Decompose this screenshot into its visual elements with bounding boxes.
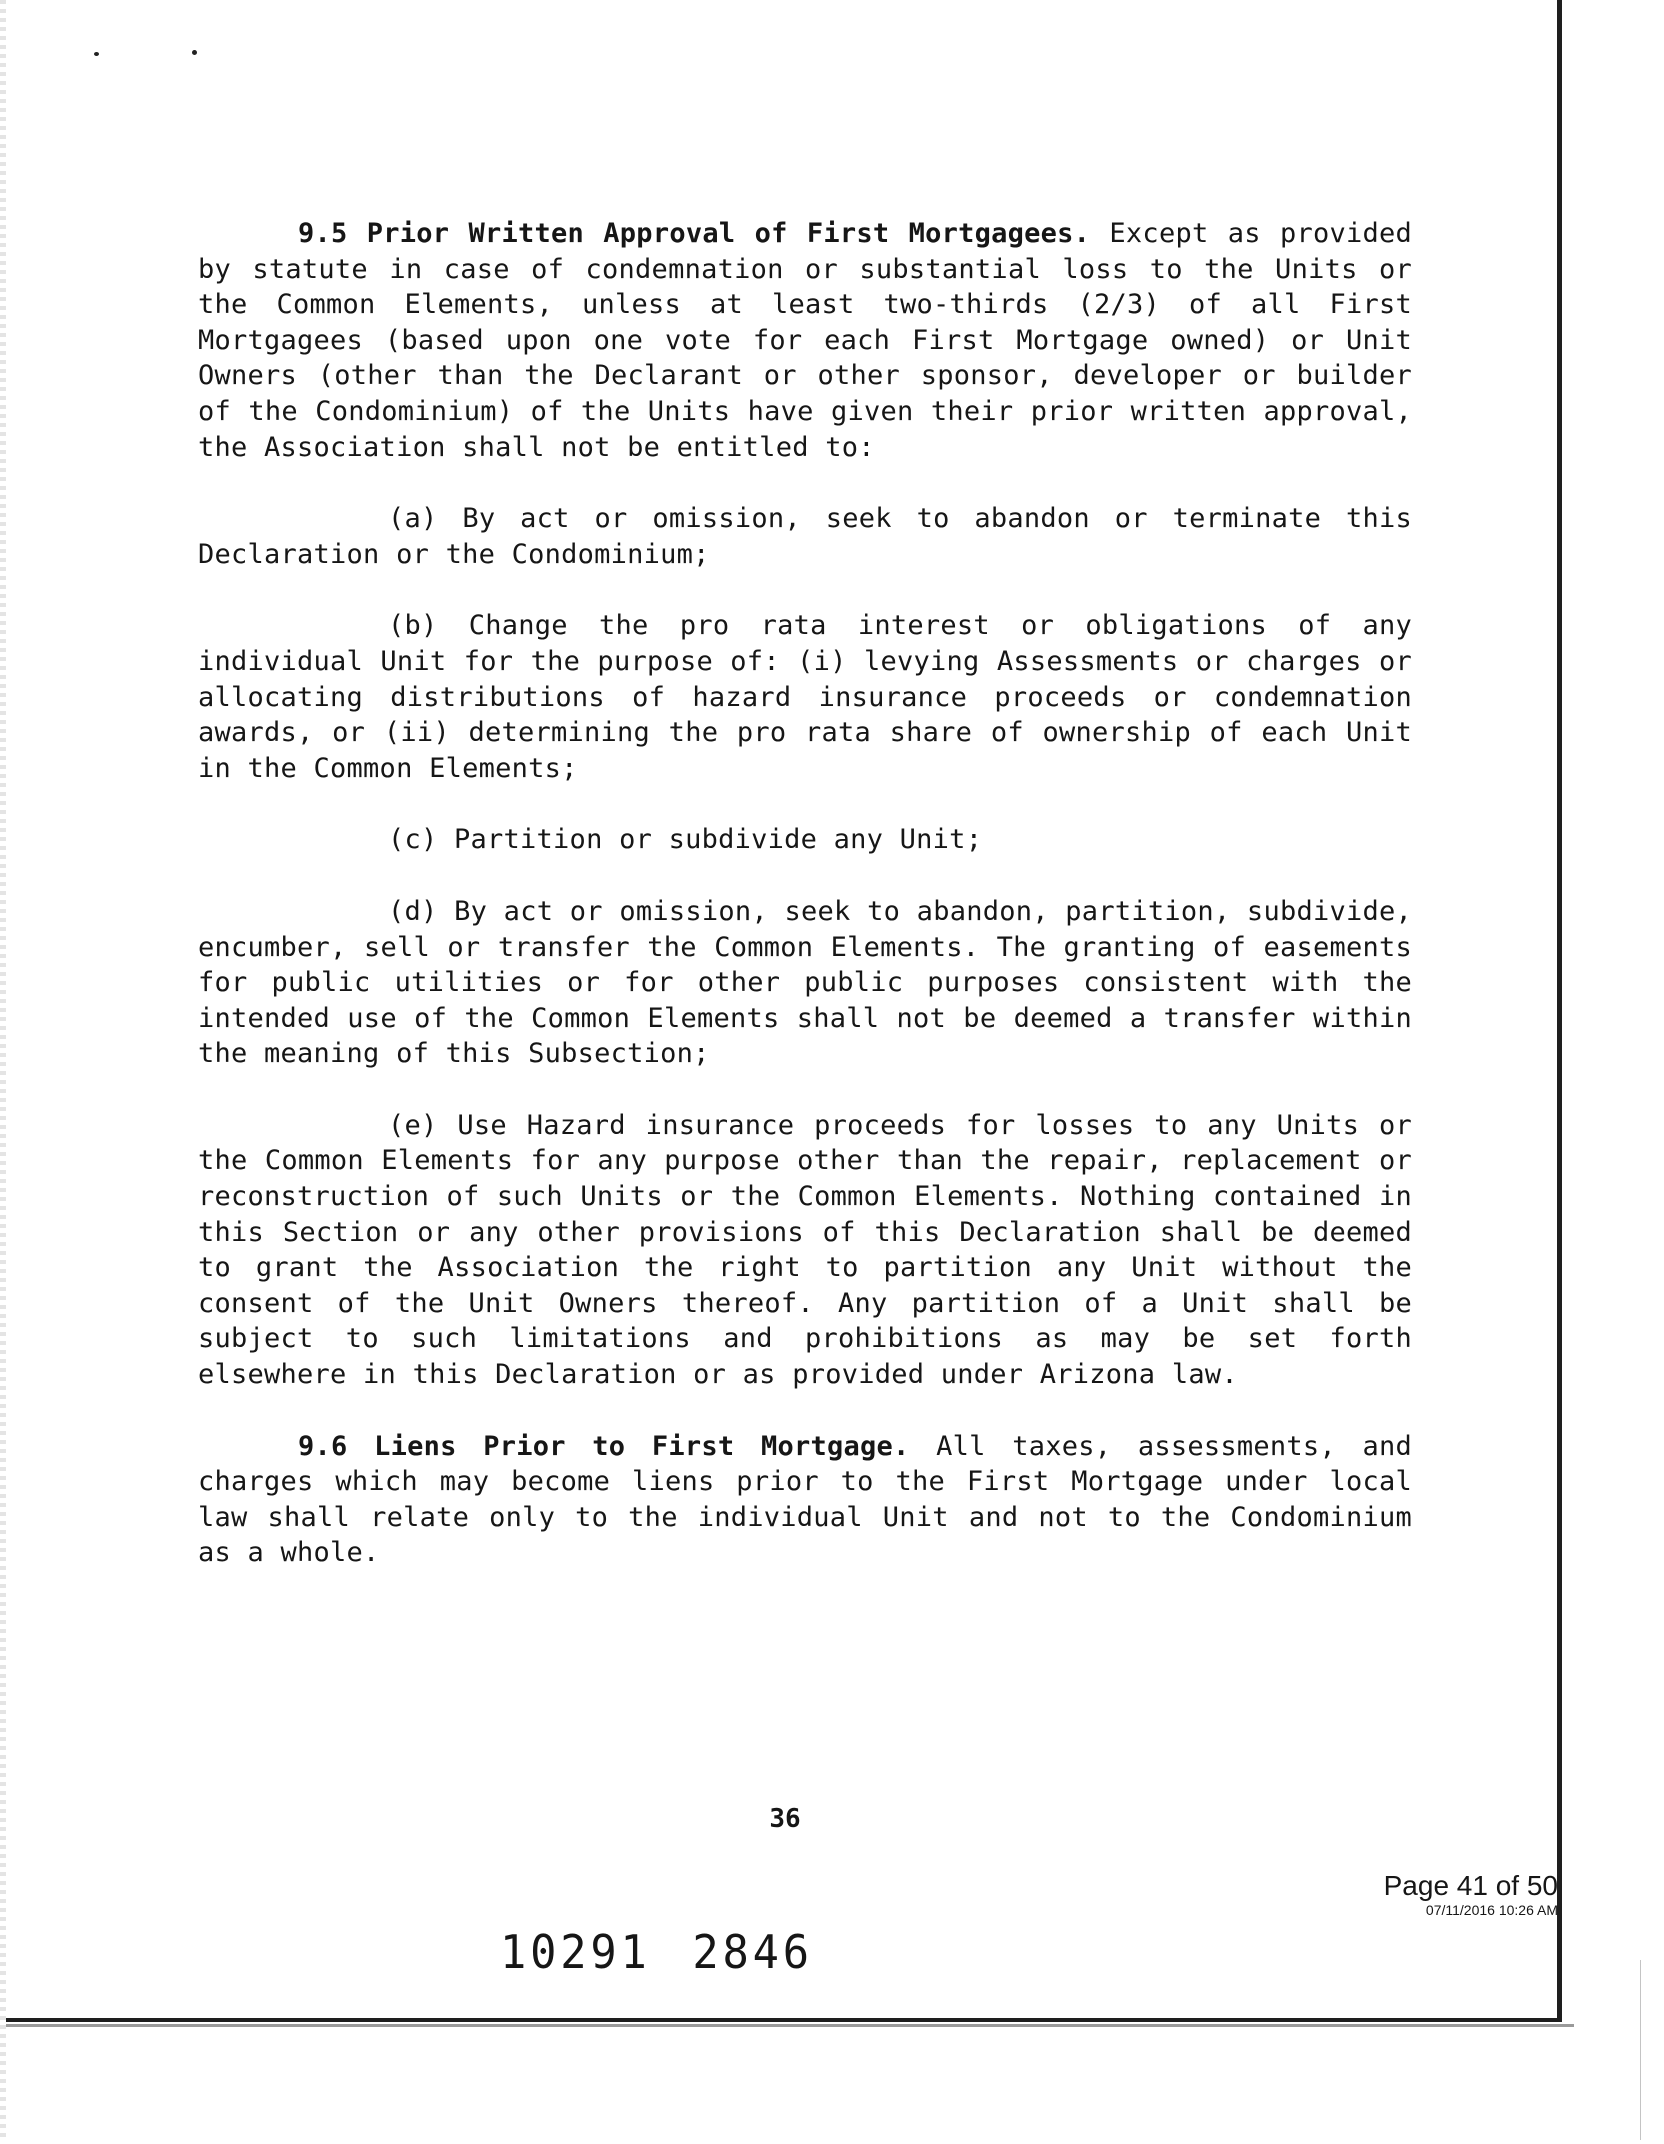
document-body <box>198 216 1412 1571</box>
recording-page: 2846 <box>692 1925 813 1979</box>
section-9-5-heading: 9.5 Prior Written Approval of First Mortgagees. <box>298 218 1091 249</box>
recording-number <box>500 1925 899 1979</box>
section-9-6-heading: 9.6 Liens Prior to First Mortgage. <box>298 1430 910 1462</box>
scan-speck <box>94 52 99 56</box>
item-b: (b) Change the pro rata interest or obligations of any individual Unit for the purpose of: (i) levying Assessments or charges or allocating distributions of hazard insurance proceeds or condemnation awards, or (ii) determining the pro rata share of ownership of each Unit in the Common Elements; <box>198 610 1412 784</box>
section-9-5-text: Except as provided by statute in case of condemnation or substantial loss to the Units or the Common Elements, unless at least two-thirds (2/3) of all First Mortgagees (based upon one vote for each First Mortgage owned) or Unit Owners (other than the Declarant or other sponsor, developer or builder of the Condominium) of the Units have given their prior written approval, the Association shall not be entitled to: <box>198 218 1412 463</box>
frame-shadow <box>0 2024 1574 2027</box>
page-number: 36 <box>769 1804 801 1834</box>
recording-book: 10291 <box>500 1925 651 1979</box>
scan-edge <box>0 0 6 2140</box>
page-stamp <box>1350 1870 1558 1918</box>
section-9-6-paragraph <box>198 1429 1412 1571</box>
section-9-5-paragraph <box>198 216 1412 465</box>
item-a: (a) By act or omission, seek to abandon or terminate this Declaration or the Condominium; <box>198 503 1412 570</box>
scan-line <box>1640 1960 1641 2140</box>
item-e: (e) Use Hazard insurance proceeds for losses to any Units or the Common Elements for any purpose other than the repair, replacement or reconstruction of such Units or the Common Elements. Nothing contained in this Section or any other provisions of this Declaration shall be deemed to grant the Association the right to partition any Unit without the consent of the Unit Owners thereof. Any partition of a Unit shall be subject to such limitations and prohibitions as may be set forth elsewhere in this Declaration or as provided under Arizona law. <box>198 1109 1412 1391</box>
page-count-label: Page 41 of 50 <box>1383 1870 1558 1901</box>
item-d: (d) By act or omission, seek to abandon, partition, subdivide, encumber, sell or transfer the Common Elements. The granting of easements for public utilities or for other public purposes consistent with the intended use of the Common Elements shall not be deemed a transfer within the meaning of this Subsection; <box>198 895 1412 1070</box>
page-timestamp: 07/11/2016 10:26 AM <box>1425 1902 1558 1918</box>
item-c: (c) Partition or subdivide any Unit; <box>388 824 983 856</box>
section-9-6-text: All taxes, assessments, and charges which may become liens prior to the First Mortgage under local law shall relate only to the individual Unit and not to the Condominium as a whole. <box>198 1430 1412 1569</box>
scan-speck <box>192 50 197 55</box>
